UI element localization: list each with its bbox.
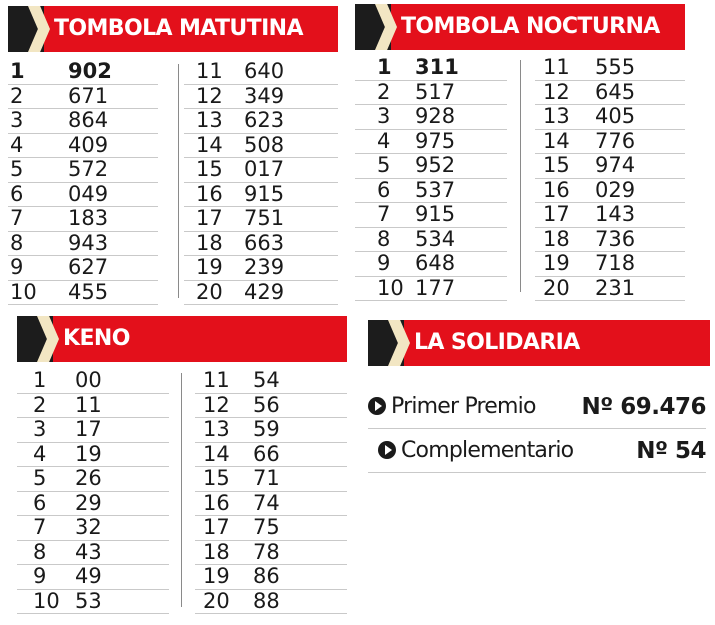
primer-premio-label-wrap <box>368 392 536 422</box>
drawn-number: 56 <box>253 392 280 417</box>
result-row <box>195 418 347 443</box>
draw-position: 15 <box>203 466 230 490</box>
draw-position: 4 <box>33 441 47 466</box>
keno-panel <box>17 316 347 616</box>
drawn-number: 663 <box>244 230 285 255</box>
results-column-left <box>355 56 507 301</box>
tombola-nocturna-banner <box>355 4 685 50</box>
drawn-number: 11 <box>75 392 102 417</box>
drawn-number: 534 <box>415 226 456 251</box>
result-row <box>17 516 169 541</box>
result-row <box>535 105 685 130</box>
column-divider <box>178 64 179 298</box>
result-row <box>535 81 685 106</box>
drawn-number: 74 <box>253 490 280 515</box>
result-row <box>8 85 158 110</box>
result-row <box>355 179 507 204</box>
chevron-icon <box>388 320 410 366</box>
drawn-number: 183 <box>68 206 109 230</box>
drawn-number: 54 <box>253 368 280 392</box>
draw-position: 12 <box>196 83 223 108</box>
draw-position: 1 <box>10 59 25 83</box>
drawn-number: 71 <box>253 466 280 490</box>
drawn-number: 17 <box>75 417 102 441</box>
drawn-number: 915 <box>415 202 456 226</box>
result-row <box>535 130 685 155</box>
drawn-number: 59 <box>253 417 280 441</box>
drawn-number: 508 <box>244 132 285 157</box>
result-row <box>355 81 507 106</box>
draw-position: 6 <box>33 490 47 515</box>
draw-position: 9 <box>33 564 47 588</box>
la-solidaria-panel <box>368 320 710 480</box>
section-title: KENO <box>63 326 130 351</box>
drawn-number: 66 <box>253 441 280 466</box>
la-solidaria-banner <box>368 320 710 366</box>
draw-position: 19 <box>203 564 230 588</box>
drawn-number: 623 <box>244 108 285 132</box>
draw-position: 3 <box>10 108 24 132</box>
result-row <box>195 492 347 517</box>
result-row <box>184 256 338 281</box>
draw-position: 8 <box>377 226 391 251</box>
draw-position: 17 <box>203 515 230 539</box>
result-row <box>535 252 685 277</box>
result-row <box>17 443 169 468</box>
section-title: TOMBOLA MATUTINA <box>54 16 303 41</box>
drawn-number: 78 <box>253 539 280 564</box>
draw-position: 5 <box>10 157 24 181</box>
draw-position: 4 <box>377 128 391 153</box>
draw-position: 10 <box>377 275 404 300</box>
draw-position: 13 <box>203 417 230 441</box>
complementario-label-wrap <box>378 436 573 466</box>
results-column-right <box>195 369 347 614</box>
draw-position: 7 <box>33 515 47 539</box>
draw-position: 4 <box>10 132 24 157</box>
result-row <box>535 277 685 302</box>
drawn-number: 143 <box>595 202 636 226</box>
draw-position: 13 <box>543 104 570 128</box>
result-row <box>535 56 685 81</box>
drawn-number: 409 <box>68 132 109 157</box>
draw-position: 12 <box>543 79 570 104</box>
result-row <box>184 134 338 159</box>
column-divider <box>520 60 521 292</box>
draw-position: 2 <box>10 83 24 108</box>
result-row <box>195 467 347 492</box>
result-row <box>8 232 158 257</box>
drawn-number: 952 <box>415 153 456 177</box>
result-row <box>184 183 338 208</box>
drawn-number: 32 <box>75 515 102 539</box>
drawn-number: 405 <box>595 104 636 128</box>
draw-position: 14 <box>203 441 230 466</box>
result-row <box>535 179 685 204</box>
drawn-number: 627 <box>68 255 109 279</box>
draw-position: 2 <box>377 79 391 104</box>
drawn-number: 751 <box>244 206 285 230</box>
tombola-matutina-panel <box>8 6 338 304</box>
result-row <box>195 443 347 468</box>
draw-position: 10 <box>33 588 60 613</box>
drawn-number: 517 <box>415 79 456 104</box>
result-row <box>184 109 338 134</box>
drawn-number: 43 <box>75 539 102 564</box>
draw-position: 20 <box>196 279 223 304</box>
draw-position: 6 <box>10 181 24 206</box>
drawn-number: 975 <box>415 128 456 153</box>
drawn-number: 49 <box>75 564 102 588</box>
drawn-number: 776 <box>595 128 636 153</box>
drawn-number: 239 <box>244 255 285 279</box>
drawn-number: 017 <box>244 157 285 181</box>
drawn-number: 029 <box>595 177 636 202</box>
draw-position: 20 <box>203 588 230 613</box>
result-row <box>8 109 158 134</box>
drawn-number: 928 <box>415 104 456 128</box>
drawn-number: 75 <box>253 515 280 539</box>
results-column-right <box>184 60 338 305</box>
result-row <box>535 228 685 253</box>
draw-position: 13 <box>196 108 223 132</box>
result-row <box>8 183 158 208</box>
result-row <box>8 256 158 281</box>
result-row <box>355 154 507 179</box>
draw-position: 18 <box>543 226 570 251</box>
draw-position: 8 <box>33 539 47 564</box>
result-row <box>195 369 347 394</box>
result-row <box>195 516 347 541</box>
draw-position: 2 <box>33 392 47 417</box>
draw-position: 15 <box>196 157 223 181</box>
draw-position: 16 <box>196 181 223 206</box>
drawn-number: 231 <box>595 275 636 300</box>
drawn-number: 974 <box>595 153 636 177</box>
draw-position: 12 <box>203 392 230 417</box>
result-row <box>195 590 347 615</box>
drawn-number: 736 <box>595 226 636 251</box>
draw-position: 11 <box>203 368 230 392</box>
result-row <box>17 394 169 419</box>
drawn-number: 53 <box>75 588 102 613</box>
result-row <box>355 56 507 81</box>
result-row <box>184 158 338 183</box>
results-column-left <box>8 60 158 305</box>
results-column-right <box>535 56 685 301</box>
keno-banner <box>17 316 347 362</box>
drawn-number: 864 <box>68 108 109 132</box>
draw-position: 8 <box>10 230 24 255</box>
result-row <box>195 565 347 590</box>
result-row <box>8 158 158 183</box>
draw-position: 9 <box>10 255 24 279</box>
draw-position: 11 <box>543 55 570 79</box>
draw-position: 20 <box>543 275 570 300</box>
result-row <box>17 565 169 590</box>
play-circle-icon <box>368 397 386 415</box>
result-row <box>355 277 507 302</box>
tombola-nocturna-panel <box>355 4 685 300</box>
draw-position: 11 <box>196 59 223 83</box>
play-circle-icon <box>378 441 396 459</box>
drawn-number: 26 <box>75 466 102 490</box>
drawn-number: 902 <box>68 59 112 83</box>
primer-premio-row <box>368 388 706 429</box>
result-row <box>17 541 169 566</box>
result-row <box>17 492 169 517</box>
section-title: TOMBOLA NOCTURNA <box>401 14 660 39</box>
section-title: LA SOLIDARIA <box>414 330 580 355</box>
draw-position: 10 <box>10 279 37 304</box>
result-row <box>355 203 507 228</box>
result-row <box>355 252 507 277</box>
primer-premio-label: Primer Premio <box>391 394 536 419</box>
drawn-number: 671 <box>68 83 109 108</box>
complementario-row <box>368 432 706 473</box>
result-row <box>355 130 507 155</box>
draw-position: 14 <box>543 128 570 153</box>
result-row <box>8 60 158 85</box>
draw-position: 17 <box>543 202 570 226</box>
draw-position: 5 <box>33 466 47 490</box>
drawn-number: 537 <box>415 177 456 202</box>
drawn-number: 555 <box>595 55 636 79</box>
result-row <box>184 207 338 232</box>
draw-position: 15 <box>543 153 570 177</box>
draw-position: 19 <box>543 251 570 275</box>
drawn-number: 049 <box>68 181 109 206</box>
result-row <box>17 590 169 615</box>
result-row <box>184 232 338 257</box>
draw-position: 17 <box>196 206 223 230</box>
drawn-number: 88 <box>253 588 280 613</box>
drawn-number: 349 <box>244 83 285 108</box>
result-row <box>184 85 338 110</box>
draw-position: 19 <box>196 255 223 279</box>
result-row <box>8 134 158 159</box>
drawn-number: 640 <box>244 59 285 83</box>
drawn-number: 455 <box>68 279 109 304</box>
drawn-number: 86 <box>253 564 280 588</box>
result-row <box>184 281 338 306</box>
drawn-number: 00 <box>75 368 102 392</box>
results-column-left <box>17 369 169 614</box>
result-row <box>17 369 169 394</box>
drawn-number: 19 <box>75 441 102 466</box>
complementario-value: Nº 54 <box>636 438 706 464</box>
result-row <box>8 281 158 306</box>
drawn-number: 648 <box>415 251 456 275</box>
chevron-icon <box>37 316 59 362</box>
result-row <box>8 207 158 232</box>
complementario-label: Complementario <box>401 438 574 463</box>
drawn-number: 718 <box>595 251 636 275</box>
primer-premio-value: Nº 69.476 <box>581 394 706 420</box>
result-row <box>195 394 347 419</box>
result-row <box>535 203 685 228</box>
draw-position: 7 <box>377 202 391 226</box>
result-row <box>17 418 169 443</box>
result-row <box>535 154 685 179</box>
draw-position: 6 <box>377 177 391 202</box>
tombola-matutina-banner <box>8 6 338 52</box>
draw-position: 1 <box>377 55 392 79</box>
result-row <box>195 541 347 566</box>
draw-position: 18 <box>203 539 230 564</box>
draw-position: 9 <box>377 251 391 275</box>
draw-position: 18 <box>196 230 223 255</box>
draw-position: 16 <box>543 177 570 202</box>
drawn-number: 311 <box>415 55 459 79</box>
drawn-number: 645 <box>595 79 636 104</box>
draw-position: 3 <box>33 417 47 441</box>
result-row <box>355 228 507 253</box>
result-row <box>17 467 169 492</box>
drawn-number: 943 <box>68 230 109 255</box>
draw-position: 7 <box>10 206 24 230</box>
chevron-icon <box>28 6 50 52</box>
drawn-number: 915 <box>244 181 285 206</box>
column-divider <box>181 373 182 607</box>
drawn-number: 429 <box>244 279 285 304</box>
draw-position: 3 <box>377 104 391 128</box>
draw-position: 5 <box>377 153 391 177</box>
chevron-icon <box>375 4 397 50</box>
draw-position: 1 <box>33 368 47 392</box>
result-row <box>355 105 507 130</box>
draw-position: 16 <box>203 490 230 515</box>
draw-position: 14 <box>196 132 223 157</box>
drawn-number: 177 <box>415 275 456 300</box>
drawn-number: 29 <box>75 490 102 515</box>
result-row <box>184 60 338 85</box>
drawn-number: 572 <box>68 157 109 181</box>
